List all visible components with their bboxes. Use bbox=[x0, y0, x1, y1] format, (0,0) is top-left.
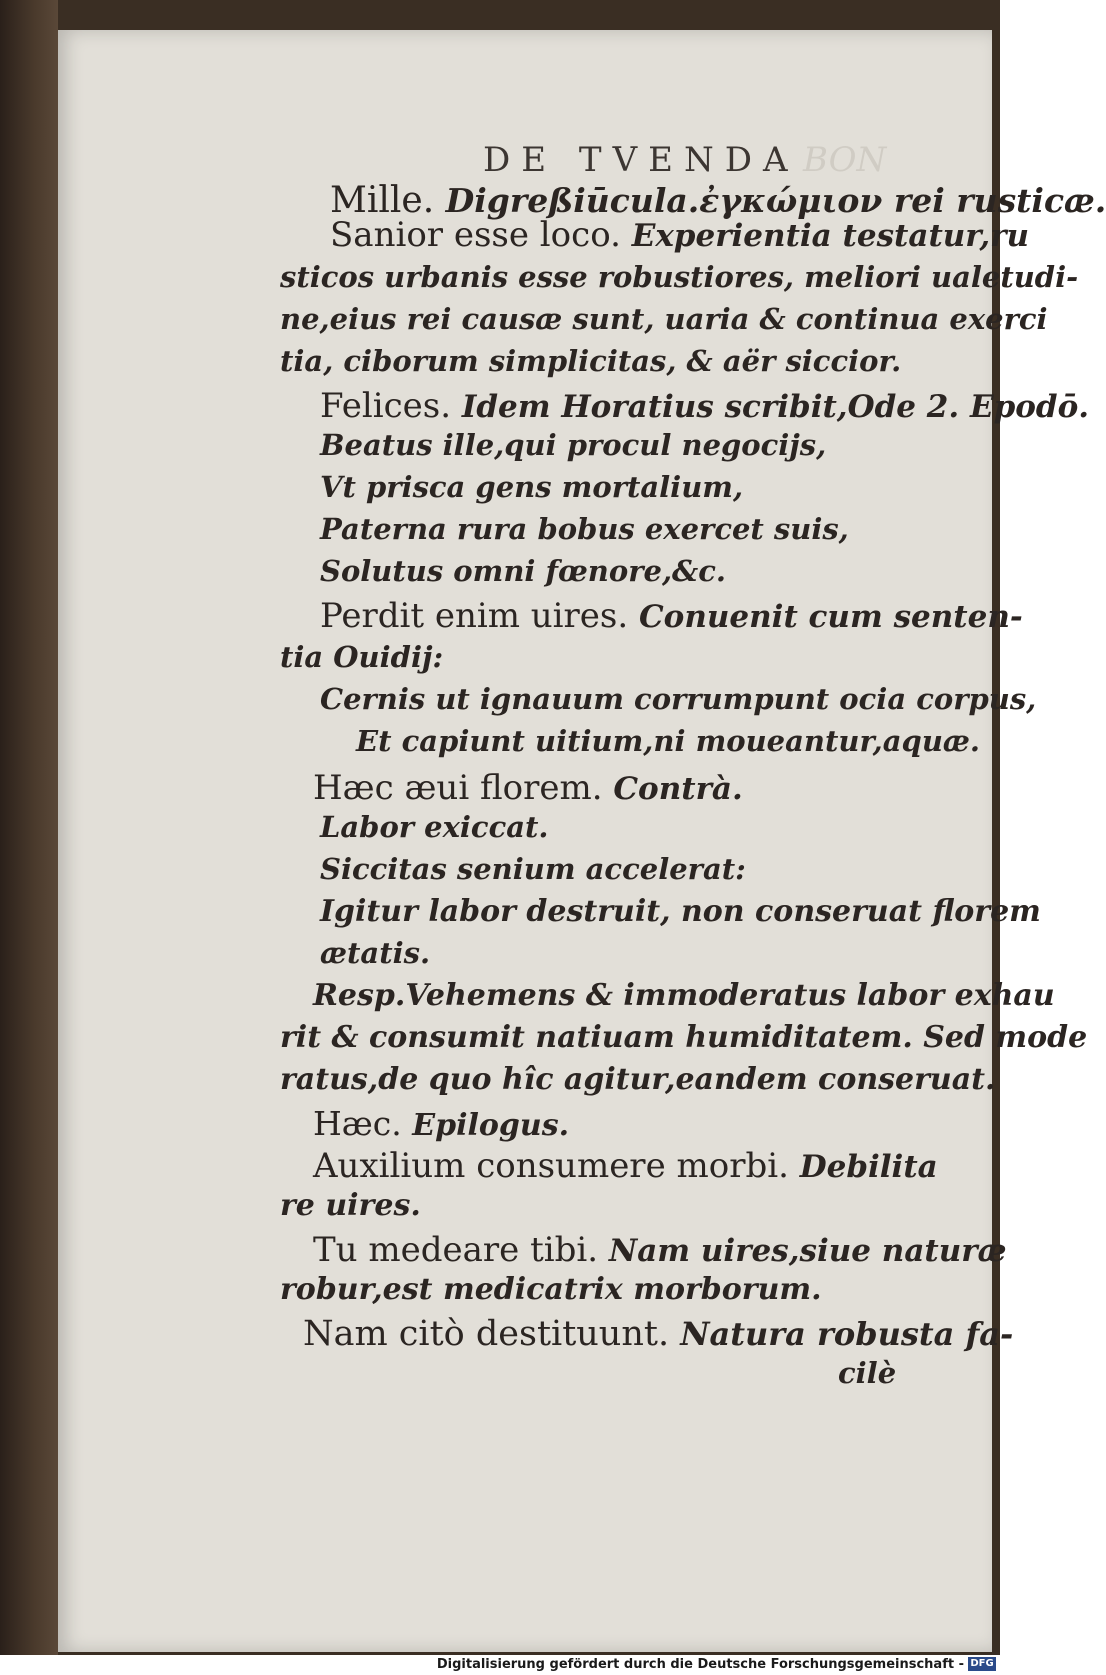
commentary: rit & consumit natiuam humiditatem. Sed mode bbox=[280, 1020, 1088, 1055]
text-line bbox=[320, 386, 1089, 426]
commentary: robur,est medicatrix morborum. bbox=[280, 1272, 822, 1307]
commentary: Paterna rura bobus exercet suis, bbox=[320, 512, 849, 546]
text-line bbox=[838, 1356, 896, 1390]
text-line bbox=[313, 978, 1055, 1013]
commentary: ne,eius rei causæ sunt, uaria & continua exerci bbox=[280, 302, 1048, 336]
text-line bbox=[320, 512, 849, 546]
commentary: Igitur labor destruit, non conseruat florem bbox=[320, 894, 1041, 929]
text-line bbox=[280, 1188, 421, 1223]
lemma: Nam citò destituunt. bbox=[303, 1314, 681, 1354]
commentary: ætatis. bbox=[320, 936, 431, 970]
text-line bbox=[280, 640, 443, 674]
text-line bbox=[280, 1062, 995, 1097]
commentary: Labor exiccat. bbox=[320, 810, 549, 844]
lemma: Hæc æui florem. bbox=[313, 768, 614, 808]
commentary: Digreßiūcula.ἐγκώμιον rei rusticæ. bbox=[445, 181, 1106, 220]
text-line bbox=[280, 1272, 822, 1307]
text-line bbox=[320, 852, 746, 886]
text-line bbox=[330, 215, 1029, 255]
commentary: tia Ouidij: bbox=[280, 640, 444, 674]
funding-note: Digitalisierung gefördert durch die Deutsche Forschungsgemeinschaft - bbox=[436, 1657, 964, 1672]
commentary: Resp.Vehemens & immoderatus labor exhau bbox=[313, 978, 1055, 1013]
footer-bar bbox=[0, 1655, 1000, 1675]
lemma: Felices. bbox=[320, 386, 462, 426]
text-line bbox=[320, 936, 430, 970]
text-line bbox=[320, 894, 1041, 929]
lemma: Perdit enim uires. bbox=[320, 596, 639, 636]
book-spine bbox=[0, 0, 58, 1655]
text-line bbox=[320, 554, 726, 588]
commentary: Epilogus. bbox=[412, 1108, 570, 1143]
text-line bbox=[320, 428, 826, 462]
lemma: Hæc. bbox=[313, 1104, 413, 1143]
text-line bbox=[356, 724, 980, 758]
commentary: Cernis ut ignauum corrumpunt ocia corpus, bbox=[320, 682, 1037, 716]
dfg-logo: DFG bbox=[968, 1657, 996, 1671]
lemma: Auxilium consumere morbi. bbox=[313, 1146, 800, 1186]
commentary: Natura robusta fa- bbox=[680, 1315, 1014, 1353]
text-line bbox=[280, 1020, 1087, 1055]
commentary: Et capiunt uitium,ni moueantur,aquæ. bbox=[356, 724, 981, 758]
bleed-through-head: BON bbox=[803, 140, 887, 180]
text-line bbox=[280, 344, 901, 378]
text-line bbox=[313, 1230, 1007, 1270]
text-line bbox=[320, 470, 743, 504]
lemma: Tu medeare tibi. bbox=[313, 1230, 609, 1270]
lemma: Mille. bbox=[330, 180, 446, 221]
commentary: ratus,de quo hîc agitur,eandem conseruat. bbox=[280, 1062, 996, 1097]
text-line bbox=[320, 810, 549, 844]
text-line bbox=[313, 1146, 938, 1186]
text-line bbox=[280, 260, 1078, 294]
book-page bbox=[58, 30, 1106, 1652]
text-line bbox=[313, 768, 743, 808]
commentary: Beatus ille,qui procul negocijs, bbox=[320, 428, 827, 462]
lemma: Sanior esse loco. bbox=[330, 215, 632, 255]
commentary: Contrà. bbox=[613, 771, 743, 807]
commentary: Debilita bbox=[799, 1149, 938, 1185]
text-line bbox=[313, 1104, 569, 1143]
commentary: Siccitas senium accelerat: bbox=[320, 852, 746, 886]
commentary: sticos urbanis esse robustiores, meliori ualetudi- bbox=[280, 260, 1079, 294]
commentary: Solutus omni fœnore,&c. bbox=[320, 554, 726, 588]
commentary: tia, ciborum simplicitas, & aër siccior. bbox=[280, 344, 902, 378]
commentary: Conuenit cum senten- bbox=[638, 599, 1023, 635]
commentary: Experientia testatur,ru bbox=[631, 218, 1030, 254]
text-line bbox=[320, 682, 1036, 716]
commentary: Vt prisca gens mortalium, bbox=[320, 470, 744, 504]
commentary: cilè bbox=[838, 1356, 897, 1390]
commentary: Nam uires,siue naturæ bbox=[608, 1233, 1007, 1269]
commentary: Idem Horatius scribit,Ode 2. Epodō. bbox=[461, 389, 1090, 425]
text-line bbox=[320, 596, 1023, 636]
text-line bbox=[280, 302, 1048, 336]
text-line bbox=[303, 1314, 1013, 1354]
commentary: re uires. bbox=[280, 1188, 421, 1223]
running-head: DE TVENDA bbox=[483, 140, 799, 180]
